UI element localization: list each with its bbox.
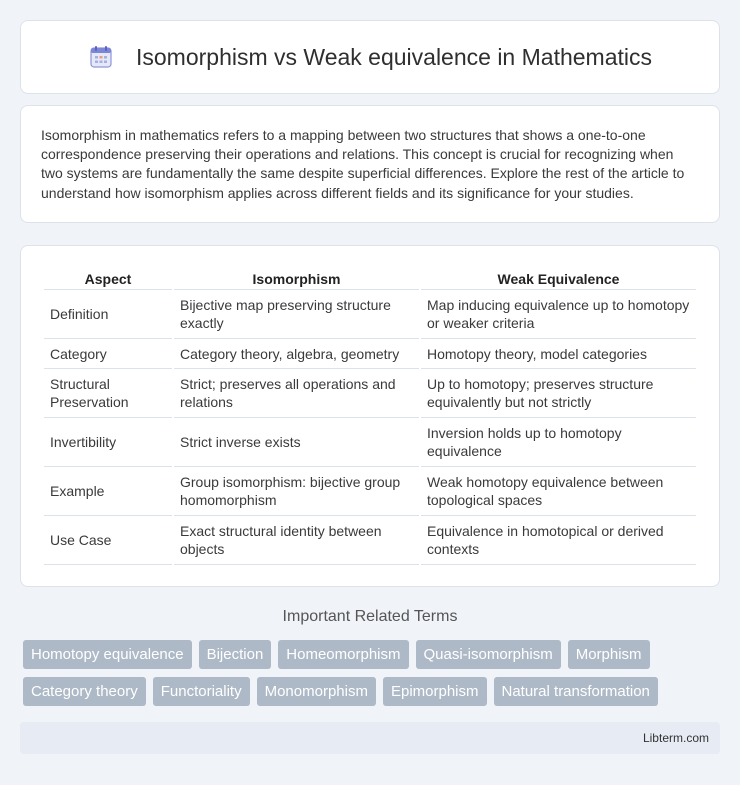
table-cell: Group isomorphism: bijective group homomorphism — [174, 467, 419, 516]
page-title: Isomorphism vs Weak equivalence in Mathematics — [135, 43, 652, 70]
tag-natural-transformation[interactable]: Natural transformation — [494, 677, 658, 706]
footer-brand-link[interactable]: Libterm.com — [642, 731, 709, 745]
table-cell: Use Case — [44, 516, 172, 565]
comparison-table — [42, 264, 698, 565]
tag-bijection[interactable]: Bijection — [199, 640, 272, 669]
table-cell: Bijective map preserving structure exactly — [174, 290, 419, 339]
tag-epimorphism[interactable]: Epimorphism — [383, 677, 487, 706]
table-row — [44, 467, 696, 516]
tag-morphism[interactable]: Morphism — [568, 640, 650, 669]
table-row — [44, 339, 696, 369]
table-cell: Map inducing equivalence up to homotopy or weaker criteria — [421, 290, 696, 339]
tag-homeomorphism[interactable]: Homeomorphism — [278, 640, 408, 669]
table-row — [44, 369, 696, 418]
intro-text: Isomorphism in mathematics refers to a mapping between two structures that shows a one-to-one correspondence preserving their operations and relations. This concept is crucial for recognizing when two systems are fundamentally the same despite superficial differences. Explore the rest of the article to understand how isomorphism applies across different fields and its significance for your studies. — [41, 127, 685, 201]
table-row — [44, 418, 696, 467]
table-cell: Structural Preservation — [44, 369, 172, 418]
table-cell: Category — [44, 339, 172, 369]
table-row — [44, 290, 696, 339]
table-cell: Definition — [44, 290, 172, 339]
footer — [20, 722, 720, 754]
table-cell: Weak homotopy equivalence between topological spaces — [421, 467, 696, 516]
table-row — [44, 516, 696, 565]
tag-monomorphism[interactable]: Monomorphism — [257, 677, 376, 706]
table-cell: Equivalence in homotopical or derived contexts — [421, 516, 696, 565]
tag-row — [23, 640, 723, 669]
comparison-card — [20, 245, 720, 587]
table-cell: Example — [44, 467, 172, 516]
title-card — [20, 20, 720, 94]
tag-quasi-isomorphism[interactable]: Quasi-isomorphism — [416, 640, 561, 669]
table-cell: Category theory, algebra, geometry — [174, 339, 419, 369]
related-terms-title: Important Related Terms — [282, 608, 458, 625]
table-cell: Inversion holds up to homotopy equivalence — [421, 418, 696, 467]
table-cell: Invertibility — [44, 418, 172, 467]
table-cell: Up to homotopy; preserves structure equivalently but not strictly — [421, 369, 696, 418]
header-isomorphism: Isomorphism — [174, 264, 419, 290]
tag-category-theory[interactable]: Category theory — [23, 677, 146, 706]
related-terms — [23, 640, 723, 714]
header-weak-equivalence: Weak Equivalence — [421, 264, 696, 290]
header-aspect: Aspect — [44, 264, 172, 290]
table-cell: Exact structural identity between objects — [174, 516, 419, 565]
table-cell: Homotopy theory, model categories — [421, 339, 696, 369]
table-cell: Strict inverse exists — [174, 418, 419, 467]
tag-row — [23, 677, 723, 706]
table-cell: Strict; preserves all operations and relations — [174, 369, 419, 418]
tag-functoriality[interactable]: Functoriality — [153, 677, 250, 706]
intro-card — [20, 105, 720, 223]
tag-homotopy-equivalence[interactable]: Homotopy equivalence — [23, 640, 192, 669]
calendar-icon — [88, 44, 114, 70]
